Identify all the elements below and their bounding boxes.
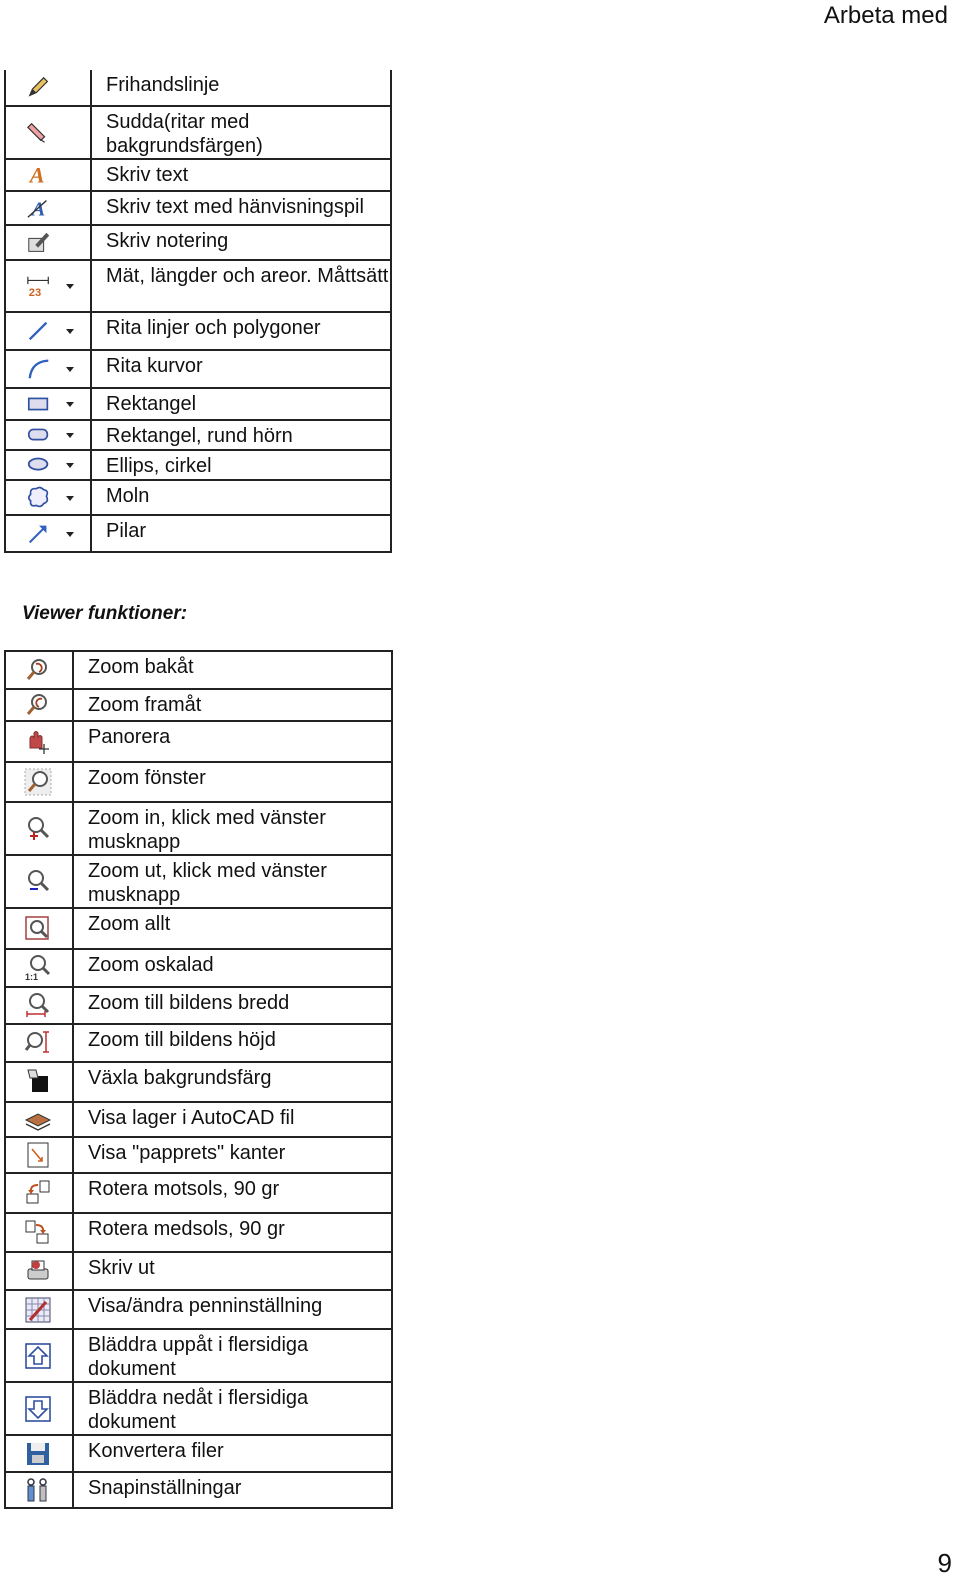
tool-label: Rotera medsols, 90 gr: [73, 1213, 392, 1252]
tool-label: Zoom allt: [73, 908, 392, 949]
tool-label: Panorera: [73, 721, 392, 762]
table-row: [5, 350, 391, 388]
tool-label: Mät, längder och areor. Måttsätt: [91, 260, 391, 312]
icon-cell: [5, 1062, 73, 1102]
icon-cell: [5, 312, 91, 350]
tool-label: Frihandslinje: [91, 70, 391, 106]
table-row: [5, 1062, 392, 1102]
chevron-down-icon: [66, 329, 74, 334]
note-icon: [26, 230, 52, 256]
icon-cell: [5, 420, 91, 450]
chevron-down-icon: [66, 367, 74, 372]
ellipse-icon: [26, 452, 52, 478]
chevron-down-icon: [66, 433, 74, 438]
tool-label: Skriv notering: [91, 225, 391, 260]
icon-cell: [5, 480, 91, 515]
icon-cell: [5, 1024, 73, 1062]
curve-icon: [26, 356, 52, 382]
table-row: [5, 1472, 392, 1508]
icon-cell: [5, 159, 91, 191]
tool-label: Zoom oskalad: [73, 949, 392, 987]
svg-text:A: A: [29, 162, 45, 188]
tool-label: Bläddra nedåt i flersidiga dokument: [73, 1382, 392, 1435]
table-row: [5, 1382, 392, 1435]
rotate-cw-icon: [24, 1219, 52, 1247]
table-row: [5, 159, 391, 191]
tool-label: Skriv ut: [73, 1252, 392, 1290]
icon-cell: [5, 987, 73, 1024]
table-row: [5, 388, 391, 420]
tool-label: Visa "papprets" kanter: [73, 1137, 392, 1173]
table-row: [5, 420, 391, 450]
cloud-icon: [26, 485, 52, 511]
viewer-tools-table: [4, 650, 393, 1509]
background-color-icon: [24, 1068, 52, 1096]
tool-label: Zoom in, klick med vänster musknapp: [73, 802, 392, 855]
tool-label: Rektangel: [91, 388, 391, 420]
eraser-icon: [26, 120, 52, 146]
icon-cell: [5, 260, 91, 312]
table-row: [5, 651, 392, 689]
table-row: [5, 802, 392, 855]
icon-cell: [5, 949, 73, 987]
table-row: [5, 1024, 392, 1062]
tool-label: Bläddra uppåt i flersidiga dokument: [73, 1329, 392, 1382]
pen-settings-icon: [24, 1296, 52, 1324]
icon-cell: [5, 651, 73, 689]
tool-label: Snapinställningar: [73, 1472, 392, 1508]
tool-label: Rita linjer och polygoner: [91, 312, 391, 350]
table-row: [5, 225, 391, 260]
zoom-all-icon: [24, 915, 52, 943]
rectangle-icon: [26, 391, 52, 417]
svg-text:A: A: [31, 198, 46, 221]
table-row: [5, 191, 391, 225]
icon-cell: [5, 1213, 73, 1252]
text-arrow-icon: [26, 195, 52, 221]
zoom-1to1-icon: [24, 954, 52, 982]
chevron-down-icon: [66, 532, 74, 537]
tool-label: Rita kurvor: [91, 350, 391, 388]
icon-cell: [5, 388, 91, 420]
table-row: [5, 1252, 392, 1290]
page-header-title: Arbeta med: [823, 2, 948, 29]
icon-cell: [5, 1329, 73, 1382]
icon-cell: [5, 350, 91, 388]
tool-label: Pilar: [91, 515, 391, 552]
icon-cell: [5, 1382, 73, 1435]
zoom-in-icon: [24, 815, 52, 843]
icon-cell: [5, 106, 91, 159]
tool-label: Växla bakgrundsfärg: [73, 1062, 392, 1102]
table-row: [5, 515, 391, 552]
table-row: [5, 312, 391, 350]
tool-label: Visa lager i AutoCAD fil: [73, 1102, 392, 1137]
rounded-rectangle-icon: [26, 422, 52, 448]
icon-cell: [5, 515, 91, 552]
table-row: [5, 1137, 392, 1173]
print-icon: [24, 1257, 52, 1285]
zoom-back-icon: [24, 656, 52, 684]
svg-text:23: 23: [28, 287, 42, 299]
page-down-icon: [24, 1395, 52, 1423]
icon-cell: [5, 721, 73, 762]
svg-text:1:1: 1:1: [25, 972, 39, 982]
arrow-icon: [26, 521, 52, 547]
viewer-section-title: Viewer funktioner:: [22, 603, 188, 624]
icon-cell: [5, 1252, 73, 1290]
tool-label: Rotera motsols, 90 gr: [73, 1173, 392, 1213]
table-row: [5, 949, 392, 987]
table-row: [5, 1435, 392, 1472]
zoom-out-icon: [24, 868, 52, 896]
tool-label: Skriv text med hänvisningspil: [91, 191, 391, 225]
chevron-down-icon: [66, 284, 74, 289]
chevron-down-icon: [66, 463, 74, 468]
text-icon: [26, 162, 52, 188]
table-row: [5, 1213, 392, 1252]
page-number: 9: [937, 1548, 952, 1578]
tool-label: Zoom till bildens bredd: [73, 987, 392, 1024]
page-up-icon: [24, 1342, 52, 1370]
chevron-down-icon: [66, 402, 74, 407]
icon-cell: [5, 689, 73, 721]
paper-edges-icon: [24, 1141, 52, 1169]
table-row: [5, 721, 392, 762]
icon-cell: [5, 1173, 73, 1213]
icon-cell: [5, 1290, 73, 1329]
tool-label: Sudda(ritar med bakgrundsfärgen): [91, 106, 391, 159]
line-icon: [26, 318, 52, 344]
table-row: [5, 762, 392, 802]
tool-label: Moln: [91, 480, 391, 515]
icon-cell: [5, 191, 91, 225]
tool-label: Zoom framåt: [73, 689, 392, 721]
table-row: [5, 1290, 392, 1329]
markup-tools-table: [4, 70, 392, 553]
zoom-width-icon: [24, 992, 52, 1020]
table-row: [5, 689, 392, 721]
tool-label: Rektangel, rund hörn: [91, 420, 391, 450]
tool-label: Skriv text: [91, 159, 391, 191]
tool-label: Ellips, cirkel: [91, 450, 391, 480]
table-row: [5, 480, 391, 515]
icon-cell: [5, 762, 73, 802]
table-row: [5, 1329, 392, 1382]
icon-cell: [5, 1435, 73, 1472]
icon-cell: [5, 450, 91, 480]
measure-icon: [26, 273, 52, 299]
table-row: [5, 908, 392, 949]
table-row: [5, 855, 392, 908]
icon-cell: [5, 908, 73, 949]
layers-icon: [24, 1106, 52, 1134]
zoom-height-icon: [24, 1029, 52, 1057]
table-row: [5, 70, 391, 106]
icon-cell: [5, 802, 73, 855]
tool-label: Visa/ändra penninställning: [73, 1290, 392, 1329]
icon-cell: [5, 1472, 73, 1508]
tool-label: Zoom fönster: [73, 762, 392, 802]
tool-label: Zoom ut, klick med vänster musknapp: [73, 855, 392, 908]
icon-cell: [5, 855, 73, 908]
icon-cell: [5, 225, 91, 260]
rotate-ccw-icon: [24, 1179, 52, 1207]
pan-icon: [24, 728, 52, 756]
save-convert-icon: [24, 1440, 52, 1468]
tool-label: Zoom till bildens höjd: [73, 1024, 392, 1062]
zoom-window-icon: [24, 768, 52, 796]
table-row: [5, 987, 392, 1024]
table-row: [5, 106, 391, 159]
tool-label: Zoom bakåt: [73, 651, 392, 689]
zoom-forward-icon: [24, 691, 52, 719]
icon-cell: [5, 70, 91, 106]
table-row: [5, 260, 391, 312]
tool-label: Konvertera filer: [73, 1435, 392, 1472]
snap-settings-icon: [24, 1476, 52, 1504]
chevron-down-icon: [66, 496, 74, 501]
table-row: [5, 1102, 392, 1137]
pencil-icon: [26, 75, 52, 101]
table-row: [5, 450, 391, 480]
icon-cell: [5, 1137, 73, 1173]
table-row: [5, 1173, 392, 1213]
icon-cell: [5, 1102, 73, 1137]
